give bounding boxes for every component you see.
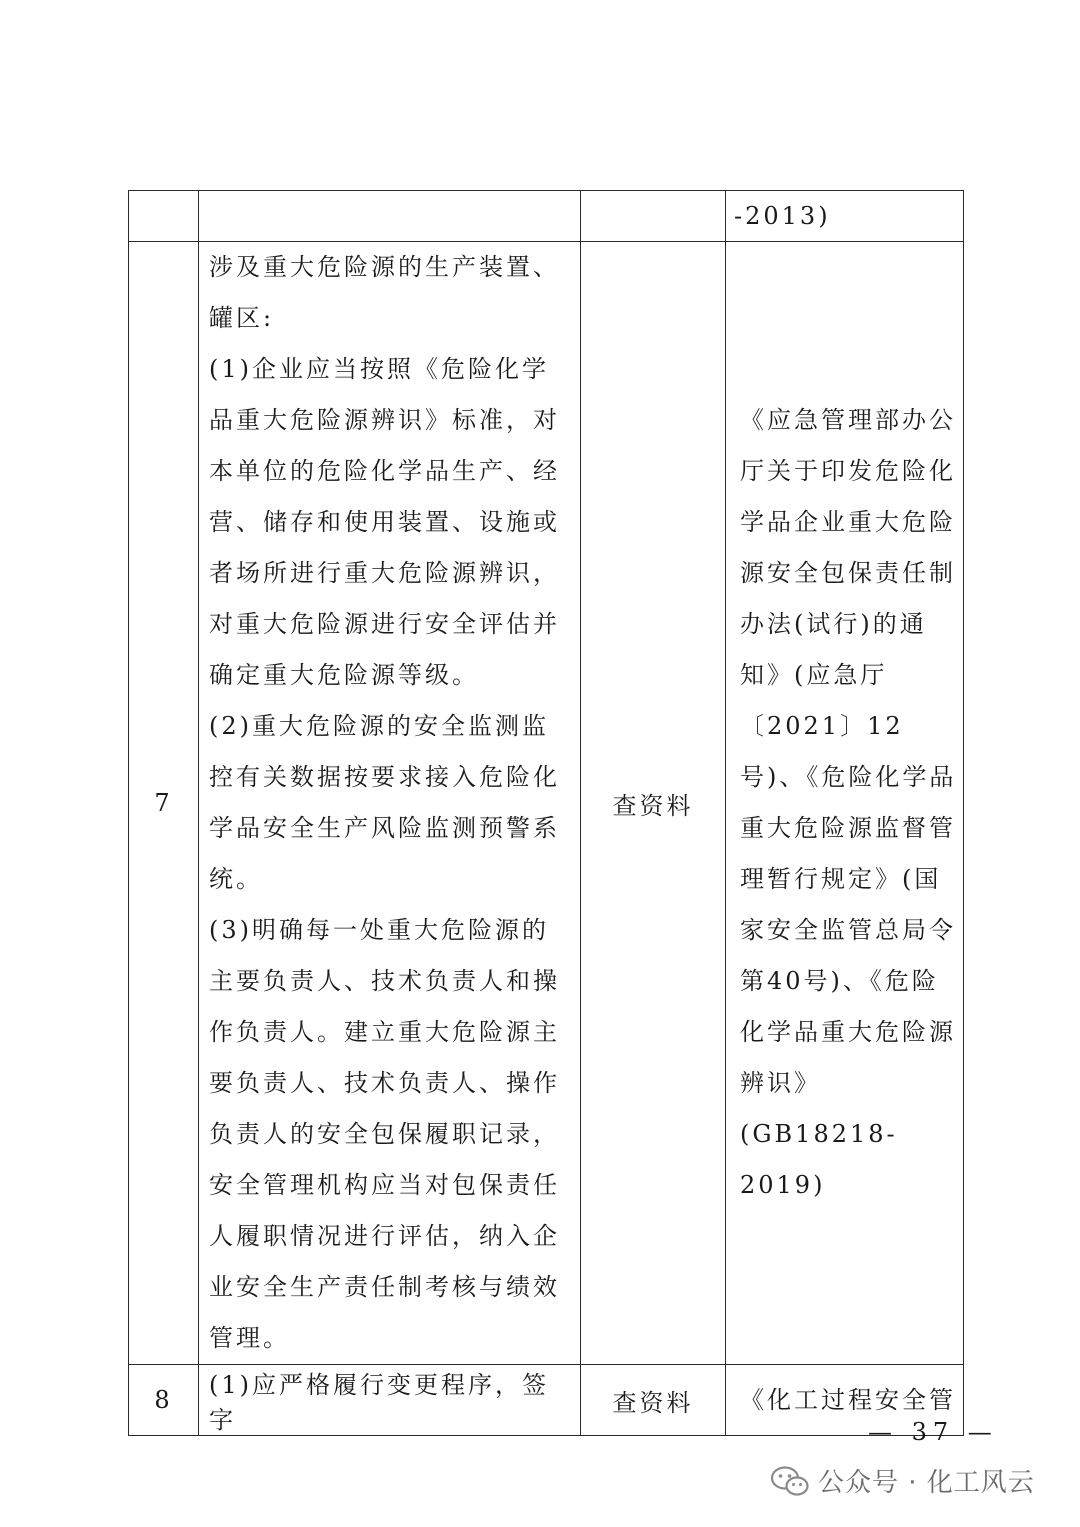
row-number-cell: [129, 191, 199, 242]
reference-cell: 《应急管理部办公厅关于印发危险化学品企业重大危险源安全包保责任制办法(试行)的通知》(应急厅〔2021〕12号)、《危险化学品重大危险源监督管理暂行规定》(国家安全监管总局令第40号)、《危险化学品重大危险源辨识》(GB18218-2019): [726, 242, 964, 1365]
content-paragraph: (1)企业应当按照《危险化学品重大危险源辨识》标准，对本单位的危险化学品生产、经营、储存和使用装置、设施或者场所进行重大危险源辨识，对重大危险源进行安全评估并确定重大危险源等级。: [209, 355, 560, 689]
method-cell: 查资料: [581, 1365, 726, 1436]
content-paragraph: (2)重大危险源的安全监测监控有关数据按要求接入危险化学品安全生产风险监测预警系统。: [209, 712, 560, 893]
table-row: [129, 1365, 964, 1436]
watermark: [770, 1462, 1035, 1499]
reference-cell: 《化工过程安全管: [726, 1365, 964, 1436]
reference-cell: -2013): [726, 191, 964, 242]
wechat-icon: [770, 1465, 810, 1497]
method-cell: 查资料: [581, 242, 726, 1365]
method-cell: [581, 191, 726, 242]
content-paragraph: (3)明确每一处重大危险源的主要负责人、技术负责人和操作负责人。建立重大危险源主要负责人、技术负责人、操作负责人的安全包保履职记录，安全管理机构应当对包保责任人履职情况进行评估，纳入企业安全生产责任制考核与绩效管理。: [209, 916, 560, 1352]
row-number-cell: 7: [129, 242, 199, 1365]
content-cell: (1)应严格履行变更程序，签字: [199, 1365, 581, 1436]
page-number: — 37 —: [868, 1418, 998, 1446]
table-row: [129, 242, 964, 1365]
content-cell: [199, 191, 581, 242]
requirements-table: [128, 190, 964, 1436]
watermark-text: 公众号 · 化工风云: [818, 1468, 1035, 1498]
row-number-cell: 8: [129, 1365, 199, 1436]
table-row: [129, 191, 964, 242]
content-cell: [199, 242, 581, 1365]
content-paragraph: 涉及重大危险源的生产装置、罐区:: [209, 253, 560, 332]
